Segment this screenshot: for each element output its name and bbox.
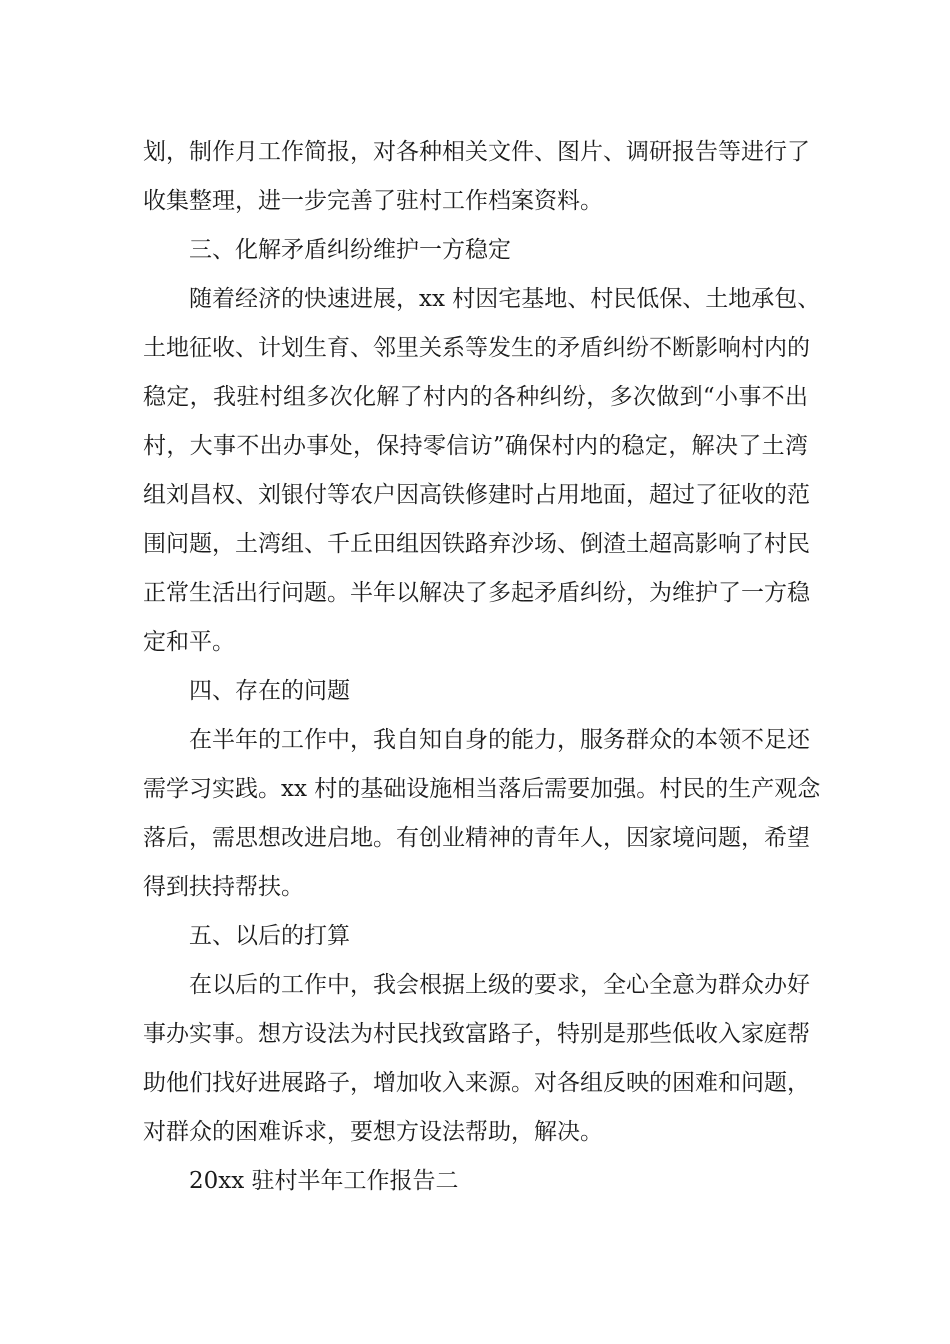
paragraph-line: 稳定，我驻村组多次化解了村内的各种纠纷，多次做到“小事不出 (143, 384, 808, 410)
paragraph-line: 定和平。 (143, 629, 235, 655)
paragraph-line: 落后，需思想改进启地。有创业精神的青年人，因家境问题，希望 (143, 825, 810, 851)
paragraph-line: 在以后的工作中，我会根据上级的要求，全心全意为群众办好 (189, 972, 810, 998)
paragraph-line: 收集整理，进一步完善了驻村工作档案资料。 (143, 188, 603, 214)
section-heading-3: 三、化解矛盾纠纷维护一方稳定 (189, 237, 511, 263)
document-body (143, 128, 821, 1206)
paragraph-line: 需学习实践。xx 村的基础设施相当落后需要加强。村民的生产观念 (143, 776, 821, 802)
report-subtitle: 20xx 驻村半年工作报告二 (189, 1168, 459, 1194)
paragraph-line: 随着经济的快速进展，xx 村因宅基地、村民低保、土地承包、 (189, 286, 821, 312)
paragraph-line: 划，制作月工作简报，对各种相关文件、图片、调研报告等进行了 (143, 139, 810, 165)
paragraph-line: 正常生活出行问题。半年以解决了多起矛盾纠纷，为维护了一方稳 (143, 580, 810, 606)
paragraph-line: 土地征收、计划生育、邻里关系等发生的矛盾纠纷不断影响村内的 (143, 335, 810, 361)
section-heading-4: 四、存在的问题 (189, 678, 350, 704)
paragraph-line: 助他们找好进展路子，增加收入来源。对各组反映的困难和问题， (143, 1070, 810, 1096)
paragraph-line: 组刘昌权、刘银付等农户因高铁修建时占用地面，超过了征收的范 (143, 482, 810, 508)
paragraph-line: 围问题，土湾组、千丘田组因铁路弃沙场、倒渣土超高影响了村民 (143, 531, 810, 557)
paragraph-line: 在半年的工作中，我自知自身的能力，服务群众的本领不足还 (189, 727, 810, 753)
paragraph-line: 事办实事。想方设法为村民找致富路子，特别是那些低收入家庭帮 (143, 1021, 810, 1047)
section-heading-5: 五、以后的打算 (189, 923, 350, 949)
paragraph-line: 村，大事不出办事处，保持零信访”确保村内的稳定，解决了土湾 (143, 433, 808, 459)
paragraph-line: 对群众的困难诉求，要想方设法帮助，解决。 (143, 1119, 603, 1145)
paragraph-line: 得到扶持帮扶。 (143, 874, 304, 900)
